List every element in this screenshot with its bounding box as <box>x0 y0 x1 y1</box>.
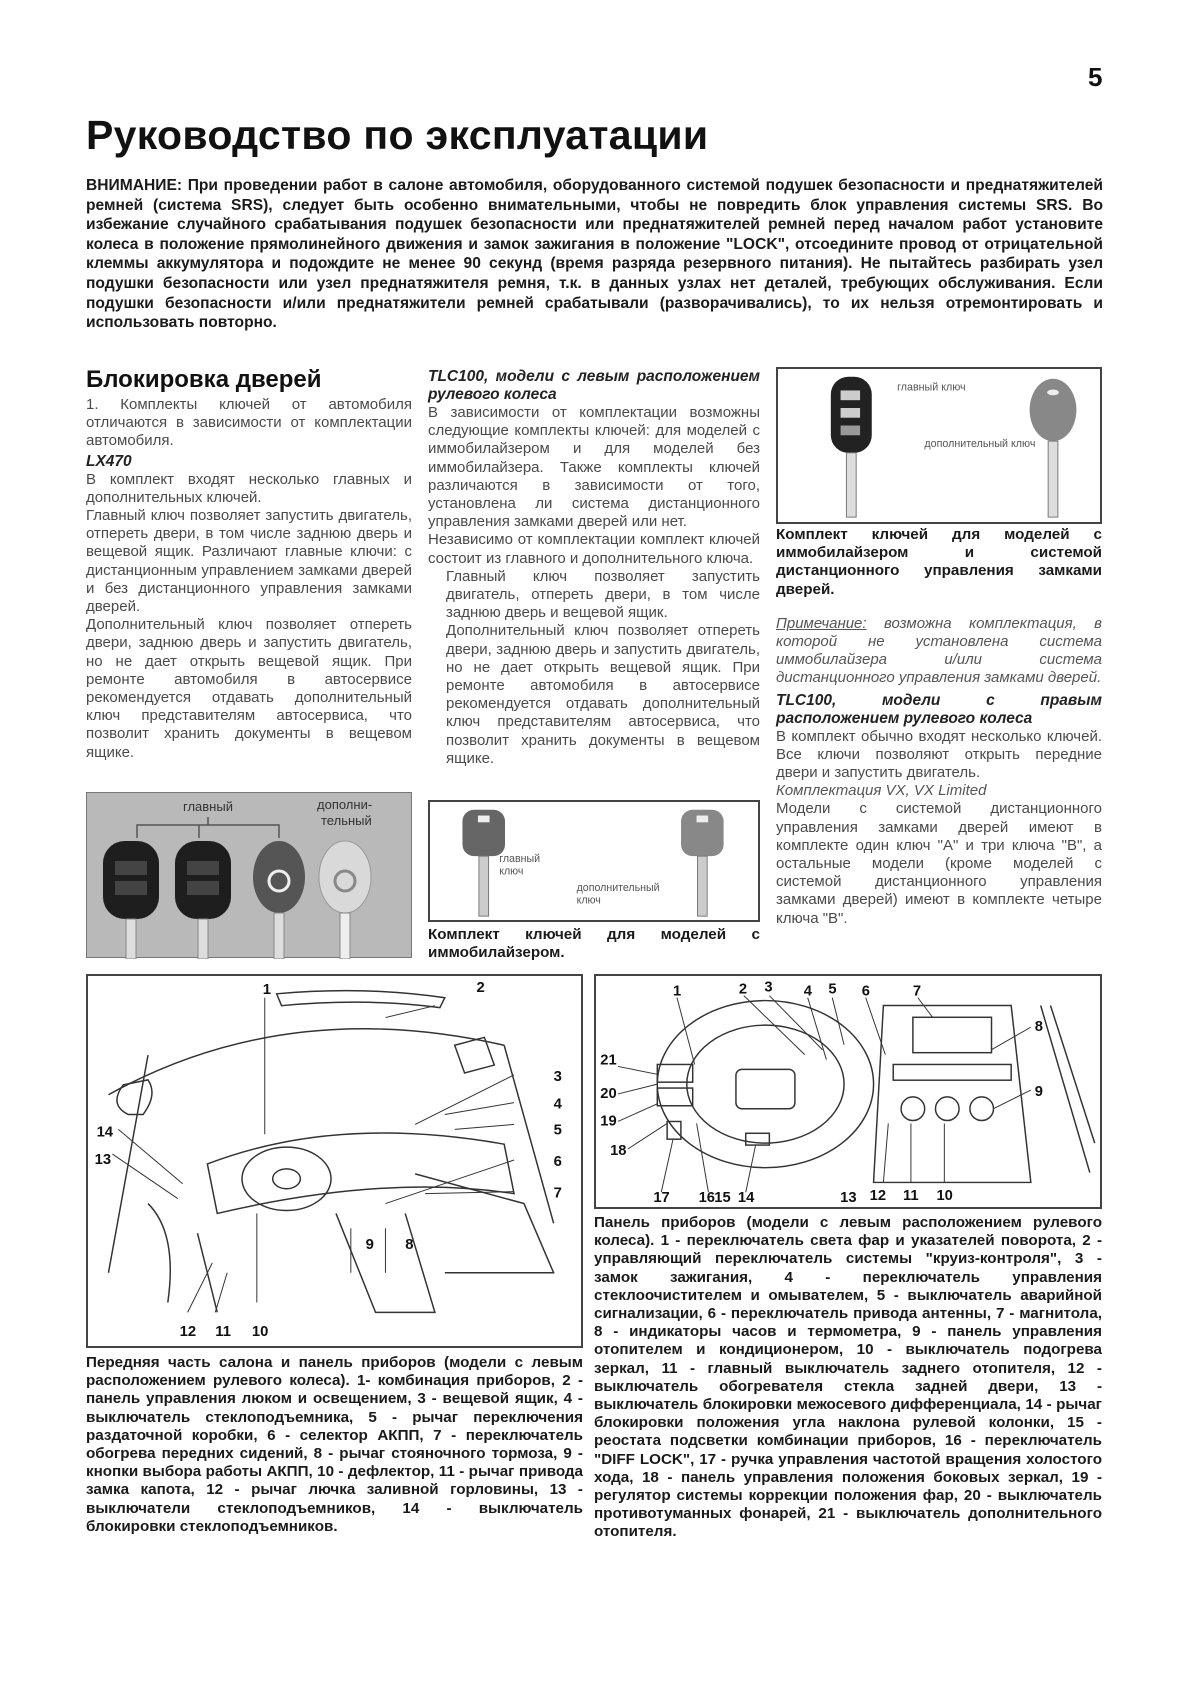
remote-key-icon <box>175 841 231 959</box>
label-extra: дополнительный ключ <box>924 437 1036 450</box>
interior-caption: Передняя часть салона и панель приборов (модели с левым расположением рулевого колеса). 1- комбинация приборов, 2 - панель управления люком и освещением, 3 - вещевой ящик, 4 - выключатель стеклоподъемника, 5 - рычаг переключения раздаточной коробки, 6 - селектор АКПП, 7 - переключатель обогрева передних сидений, 8 - рычаг стояночного тормоза, 9 - кнопки выбора работы АКПП, 10 - дефлектор, 11 - рычаг привода замка капота, 12 - рычаг лючка заливной горловины, 13 - выключатели стеклоподъемников, 14 - выключатель блокировки стеклоподъемников. <box>86 1354 583 1535</box>
callout-13: 13 <box>840 1190 857 1207</box>
callout-13: 13 <box>94 1151 112 1168</box>
remote-keys-figure <box>776 367 1102 524</box>
label-main: главный <box>183 799 233 814</box>
remote-key-icon <box>831 377 872 517</box>
paragraph: Главный ключ позволяет запустить двигатель, отпереть двери, в том числе заднюю дверь и вещевой ящик. Различают главные ключи: с дистанционным управлением замками дверей и без дистанционного управления замками дверей. <box>86 507 412 616</box>
subheading-tlc100-lhd: TLC100, модели с левым расположением рулевого колеса <box>428 368 760 403</box>
note-label: Примечание: <box>776 614 867 632</box>
callout-10: 10 <box>936 1188 953 1205</box>
valet-key-icon <box>319 841 371 959</box>
subheading-vx: Комплектация VX, VX Limited <box>776 782 987 800</box>
remote-key-icon <box>103 841 159 959</box>
column-1 <box>86 366 412 762</box>
immobilizer-keys-caption: Комплект ключей для моделей с иммобилайзером. <box>428 926 760 962</box>
callout-10: 10 <box>251 1324 269 1341</box>
callout-4: 4 <box>803 983 812 1000</box>
callout-5: 5 <box>828 981 837 998</box>
callout-6: 6 <box>861 983 870 1000</box>
callout-14: 14 <box>96 1124 114 1141</box>
srs-warning: ВНИМАНИЕ: При проведении работ в салоне автомобиля, оборудованного системой подушек безопасности и преднатяжителей ремней (система SRS), следует быть особенно внимательными, чтобы не повредить блок управления системы SRS. Во избежание случайного срабатывания подушек безопасности или преднатяжителей ремней перед началом работ установите колеса в положение прямолинейного движения и замок зажигания в положение "LOCK", отсоедините провод от отрицательной клеммы аккумулятора и подождите не менее 90 секунд (время разряда резервного питания). Не пытайтесь разбирать узел подушки безопасности или узел преднатяжителя ремня, т.к. в данных узлах нет деталей, требующих обслуживания. Если подушки безопасности и/или преднатяжители ремней срабатывали (разворачивались), то их нельзя отремонтировать и использовать повторно. <box>86 177 1103 332</box>
paragraph: В комплект входят несколько главных и дополнительных ключей. <box>86 470 412 506</box>
callout-16: 16 <box>698 1190 715 1207</box>
label-main-2: ключ <box>499 865 524 878</box>
dashboard-diagram <box>594 974 1102 1209</box>
callout-12: 12 <box>869 1188 887 1205</box>
callout-6: 6 <box>553 1153 562 1170</box>
callout-8: 8 <box>1034 1019 1043 1036</box>
note-text: возможна комплектация, в которой не установлена система иммобилайзера и/или система дистанционного управления замками дверей. <box>776 614 1102 687</box>
subheading-tlc100-rhd: TLC100, модели с правым расположением рулевого колеса <box>776 691 1102 727</box>
callout-19: 19 <box>600 1113 617 1130</box>
lx470-keys-photo <box>86 792 412 958</box>
paragraph: Модели с системой дистанционного управления замками дверей имеют в комплекте один ключ "A" и три ключа "B", а остальные модели (кроме моделей с системой дистанционного управления замками дверей) имеют в комплекте четыре ключа "B". <box>776 800 1102 927</box>
callout-1: 1 <box>262 981 272 998</box>
callout-21: 21 <box>600 1052 617 1069</box>
paragraph: 1. Комплекты ключей от автомобиля отличаются в зависимости от комплектации автомобиля. <box>86 396 412 450</box>
valet-key-icon <box>681 810 724 916</box>
column-3 <box>776 526 1102 928</box>
label-extra: дополнительный <box>576 881 660 894</box>
paragraph: Независимо от комплектации комплект ключей состоит из главного и дополнительного ключа. <box>428 531 760 567</box>
callout-7: 7 <box>553 1185 562 1202</box>
callout-18: 18 <box>610 1142 627 1159</box>
paragraph: Главный ключ позволяет запустить двигатель, отпереть двери, в том числе заднюю дверь и вещевой ящик. <box>446 567 760 622</box>
label-extra-2: тельный <box>321 813 372 828</box>
callout-12: 12 <box>179 1324 197 1341</box>
label-extra-1: дополни- <box>317 797 373 812</box>
callout-2: 2 <box>476 979 485 996</box>
paragraph: В зависимости от комплектации возможны следующие комплекты ключей: для моделей с иммобилайзером и для моделей без иммобилайзера. Также комплекты ключей различаются в зависимости от того, установлена ли система дистанционного управления замками дверей или нет. <box>428 404 760 531</box>
column-2 <box>428 368 760 768</box>
callout-17: 17 <box>653 1190 670 1207</box>
label-main: главный <box>499 852 541 865</box>
callout-9: 9 <box>1034 1083 1043 1100</box>
label-main: главный ключ <box>897 381 966 394</box>
callout-4: 4 <box>553 1096 562 1113</box>
dashboard-caption: Панель приборов (модели с левым расположением рулевого колеса). 1 - переключатель света фар и указателей поворота, 2 - управляющий переключатель системы "круиз-контроля", 3 - замок зажигания, 4 - переключатель управления стеклоочистителем и омывателем, 5 - выключатель аварийной сигнализации, 6 - переключатель привода антенны, 7 - магнитола, 8 - индикаторы часов и термометра, 9 - панель управления отопителем и кондиционером, 10 - выключатель подогрева зеркал, 11 - главный выключатель заднего отопителя, 12 - выключатель обогревателя стекла задней двери, 13 - выключатель блокировки межосевого дифференциала, 14 - рычаг блокировки положения угла наклона рулевой колонки, 15 - реостата подсветки комбинации приборов, 16 - переключатель "DIFF LOCK", 17 - ручка управления частотой вращения холостого хода, 18 - панель управления положения боковых зеркал, 19 - регулятор системы коррекции положения фар, 20 - выключатель противотуманных фонарей, 21 - выключатель дополнительного отопителя. <box>594 1214 1102 1541</box>
callout-11: 11 <box>215 1324 231 1341</box>
callout-5: 5 <box>553 1122 562 1139</box>
callout-7: 7 <box>912 983 922 1000</box>
note <box>776 615 1102 688</box>
valet-key-icon <box>1030 379 1077 517</box>
label-extra-2: ключ <box>576 894 601 907</box>
callout-20: 20 <box>600 1085 617 1102</box>
callout-1: 1 <box>673 983 682 1000</box>
paragraph: Дополнительный ключ позволяет отпереть двери, заднюю дверь и запустить двигатель, но не дает открыть вещевой ящик. При ремонте автомобиля в автосервисе рекомендуется отдавать дополнительный ключ представителям автосервиса, что позволит хранить документы в вещевом ящике. <box>446 622 760 767</box>
immobilizer-keys-figure <box>428 800 760 922</box>
remote-keys-caption: Комплект ключей для моделей с иммобилайзером и системой дистанционного управления замками дверей. <box>776 526 1102 598</box>
callout-2: 2 <box>738 981 748 998</box>
main-key-icon <box>253 841 305 959</box>
callout-8: 8 <box>405 1237 414 1254</box>
callout-14: 14 <box>737 1190 755 1207</box>
callout-15: 15 <box>714 1190 731 1207</box>
section-heading: Блокировка дверей <box>86 366 322 393</box>
callout-9: 9 <box>365 1237 374 1254</box>
paragraph: В комплект обычно входят несколько ключей. Все ключи позволяют открыть передние двери и запустить двигатель. <box>776 727 1102 782</box>
callout-3: 3 <box>764 979 773 996</box>
callout-3: 3 <box>553 1068 562 1085</box>
paragraph: Дополнительный ключ позволяет отпереть двери, заднюю дверь и запустить двигатель, но не дает открыть вещевой ящик. При ремонте автомобиля в автосервисе рекомендуется отдавать дополнительный ключ представителям автосервиса, что позволит хранить документы в вещевом ящике. <box>86 616 412 761</box>
page-title: Руководство по эксплуатации <box>86 112 709 158</box>
subheading-lx470: LX470 <box>86 452 132 470</box>
page-number: 5 <box>1088 62 1103 92</box>
callout-11: 11 <box>903 1188 919 1205</box>
interior-diagram <box>86 974 583 1348</box>
